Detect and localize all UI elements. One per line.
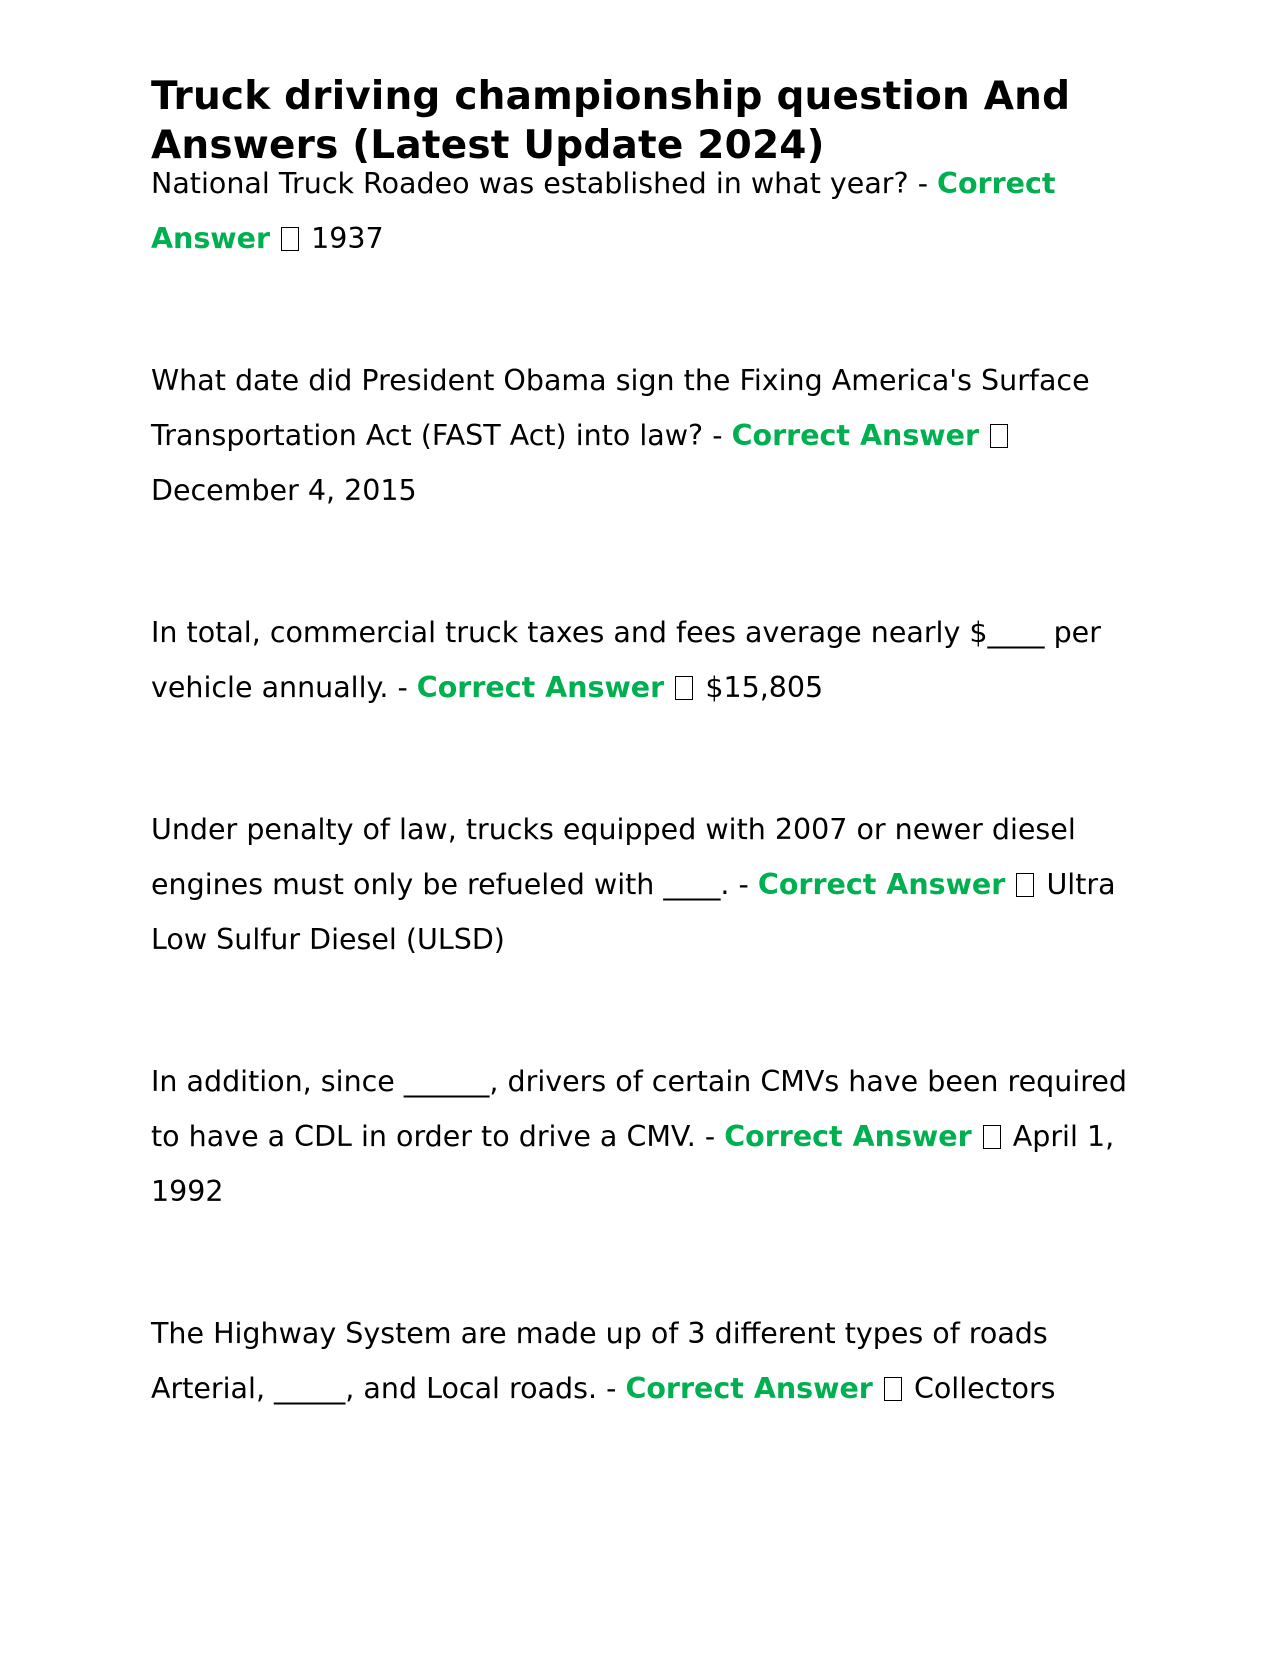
question-text: The Highway System are made up of 3 different types of roads Arterial, _____, and Local roads. - [151,1317,1048,1405]
correct-answer-label: Correct Answer [724,1120,972,1153]
question-text: In addition, since ______, drivers of certain CMVs have been required to have a CDL in order to drive a CMV. - [151,1065,1127,1153]
question-text: In total, commercial truck taxes and fees average nearly $____ per vehicle annually. - [151,616,1101,704]
question-text: National Truck Roadeo was established in what year? - [151,167,938,200]
missing-glyph-box-icon [884,1377,902,1401]
missing-glyph-box-icon [983,1125,1001,1149]
question-text: Under penalty of law, trucks equipped with 2007 or newer diesel engines must only be refueled with ____. - [151,813,1076,901]
qa-item-5 [151,1054,1141,1219]
document-title: Truck driving championship question And Answers (Latest Update 2024) [151,74,1071,168]
correct-answer-label: Correct Answer [151,167,1056,255]
answer-text: 1937 [311,222,384,255]
correct-answer-label: Correct Answer [416,671,665,704]
answer-text: December 4, 2015 [151,474,417,507]
correct-answer-label: Correct Answer [757,868,1006,901]
answer-text: Collectors [913,1372,1056,1405]
correct-answer-label: Correct Answer [625,1372,873,1405]
answer-text: April 1, 1992 [151,1120,1115,1208]
missing-glyph-box-icon [281,227,299,251]
qa-item-2 [151,353,1141,518]
missing-glyph-box-icon [675,676,693,700]
missing-glyph-box-icon [990,424,1008,448]
qa-item-4 [151,802,1141,967]
document-page [151,72,1141,1416]
correct-answer-label: Correct Answer [731,419,979,452]
missing-glyph-box-icon [1016,873,1034,897]
qa-item-1 [151,156,1141,266]
qa-item-3 [151,605,1141,715]
answer-text: Ultra Low Sulfur Diesel (ULSD) [151,868,1116,956]
answer-text: $15,805 [705,671,824,704]
qa-item-6 [151,1306,1141,1416]
question-text: What date did President Obama sign the Fixing America's Surface Transportation Act (FAST Act) into law? - [151,364,1090,452]
